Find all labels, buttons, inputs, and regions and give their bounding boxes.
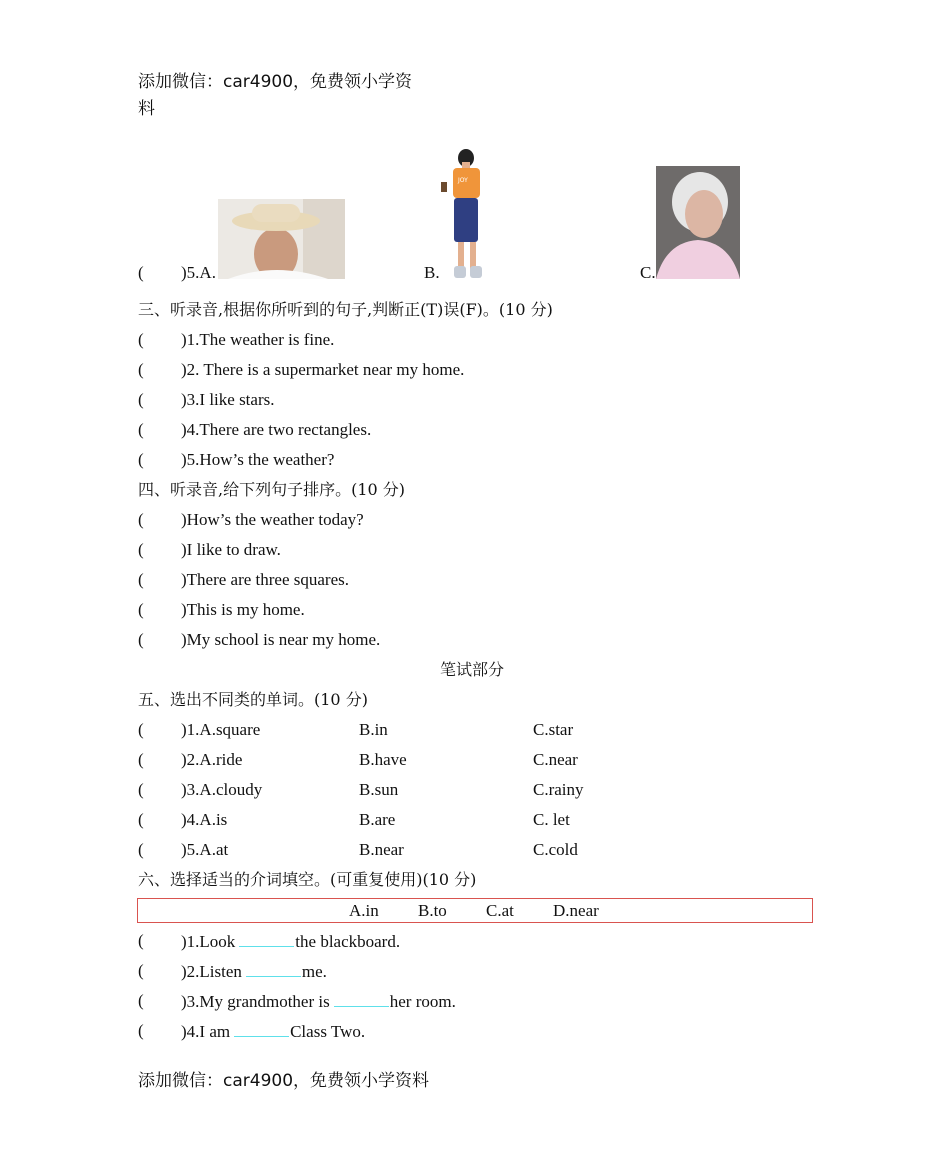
watermark-top: 添加微信：car4900，免费领小学资 xyxy=(138,72,413,92)
section3-heading: 三、听录音,根据你所听到的句子,判断正(T)误(F)。(10 分) xyxy=(138,300,553,319)
q5-label-a: )5.A. xyxy=(181,263,216,282)
answer-paren: ( xyxy=(138,263,144,282)
question-text: )2. There is a supermarket near my home. xyxy=(181,360,465,379)
answer-paren[interactable]: ( xyxy=(138,720,144,739)
question-text: )5.How’s the weather? xyxy=(181,450,335,469)
watermark-top-cont: 料 xyxy=(138,99,155,119)
q5-label-b: B. xyxy=(424,263,440,282)
answer-paren[interactable]: ( xyxy=(138,570,144,589)
question-text: )1.The weather is fine. xyxy=(181,330,335,349)
written-part-title: 笔试部分 xyxy=(440,660,505,679)
sentence-text: )My school is near my home. xyxy=(181,630,381,649)
answer-paren[interactable]: ( xyxy=(138,840,144,859)
answer-paren[interactable]: ( xyxy=(138,330,144,349)
answer-paren[interactable]: ( xyxy=(138,961,144,980)
option-a: )1.A.square xyxy=(181,720,261,739)
sentence-after: Class Two. xyxy=(290,1022,366,1041)
grandmother-photo xyxy=(656,166,740,279)
sentence-text: )There are three squares. xyxy=(181,570,350,589)
watermark-bottom: 添加微信：car4900，免费领小学资料 xyxy=(138,1071,430,1091)
answer-paren[interactable]: ( xyxy=(138,991,144,1010)
blank-line[interactable] xyxy=(234,1020,289,1037)
option-c: C.near xyxy=(533,750,578,769)
option-c: C. let xyxy=(533,810,570,829)
answer-paren[interactable]: ( xyxy=(138,540,144,559)
answer-paren[interactable]: ( xyxy=(138,450,144,469)
section5-heading: 五、选出不同类的单词。(10 分) xyxy=(138,690,368,709)
answer-paren[interactable]: ( xyxy=(138,630,144,649)
option-b: B.near xyxy=(359,840,404,859)
section6-heading: 六、选择适当的介词填空。(可重复使用)(10 分) xyxy=(138,870,477,889)
fill-sentence xyxy=(181,960,327,983)
fill-sentence xyxy=(181,990,456,1013)
option-a: )5.A.at xyxy=(181,840,229,859)
sentence-after: me. xyxy=(301,962,327,981)
word-option: B.to xyxy=(418,901,447,920)
question-text: )3.I like stars. xyxy=(181,390,275,409)
old-man-photo xyxy=(218,199,345,279)
answer-paren[interactable]: ( xyxy=(138,420,144,439)
answer-paren[interactable]: ( xyxy=(138,360,144,379)
sentence-before: )3.My grandmother is xyxy=(181,992,330,1011)
sentence-text: )This is my home. xyxy=(181,600,305,619)
q5-label-c: C. xyxy=(640,263,656,282)
svg-text:JOY: JOY xyxy=(458,177,468,184)
sentence-before: )4.I am xyxy=(181,1022,231,1041)
word-option: A.in xyxy=(349,901,379,920)
answer-paren[interactable]: ( xyxy=(138,510,144,529)
option-a: )4.A.is xyxy=(181,810,228,829)
option-c: C.star xyxy=(533,720,574,739)
option-c: C.rainy xyxy=(533,780,584,799)
word-option: C.at xyxy=(486,901,514,920)
answer-paren[interactable]: ( xyxy=(138,750,144,769)
sentence-before: )1.Look xyxy=(181,932,236,951)
answer-paren[interactable]: ( xyxy=(138,600,144,619)
answer-paren[interactable]: ( xyxy=(138,780,144,799)
sentence-after: her room. xyxy=(389,992,456,1011)
sentence-before: )2.Listen xyxy=(181,962,242,981)
word-bank-box xyxy=(137,898,813,923)
option-b: B.in xyxy=(359,720,388,739)
boy-illustration xyxy=(438,148,494,280)
answer-paren[interactable]: ( xyxy=(138,390,144,409)
blank-line[interactable] xyxy=(246,960,301,977)
answer-paren[interactable]: ( xyxy=(138,931,144,950)
sentence-after: the blackboard. xyxy=(295,932,401,951)
sentence-text: )How’s the weather today? xyxy=(181,510,364,529)
question-text: )4.There are two rectangles. xyxy=(181,420,372,439)
blank-line[interactable] xyxy=(239,930,294,947)
option-b: B.sun xyxy=(359,780,399,799)
option-c: C.cold xyxy=(533,840,578,859)
blank-line[interactable] xyxy=(334,990,389,1007)
option-b: B.have xyxy=(359,750,407,769)
fill-sentence xyxy=(181,930,400,953)
fill-sentence xyxy=(181,1020,365,1043)
word-option: D.near xyxy=(553,901,599,920)
option-a: )2.A.ride xyxy=(181,750,243,769)
answer-paren[interactable]: ( xyxy=(138,1021,144,1040)
section4-heading: 四、听录音,给下列句子排序。(10 分) xyxy=(138,480,406,499)
option-b: B.are xyxy=(359,810,396,829)
answer-paren[interactable]: ( xyxy=(138,810,144,829)
sentence-text: )I like to draw. xyxy=(181,540,281,559)
option-a: )3.A.cloudy xyxy=(181,780,263,799)
